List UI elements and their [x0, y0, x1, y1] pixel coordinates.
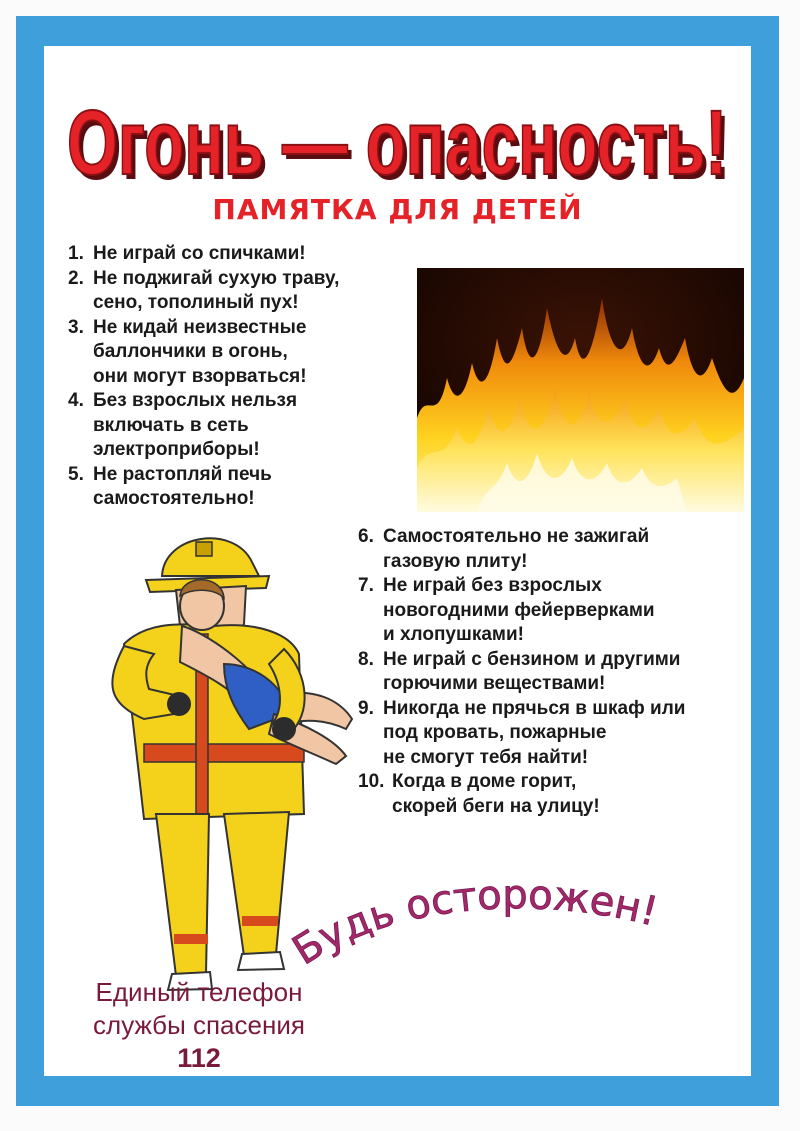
list-item: 7. Не играй без взрослых новогодними фейерверками и хлопушками!	[358, 575, 655, 645]
fire-image	[417, 268, 744, 512]
phone-line-1: Единый телефон	[95, 977, 303, 1007]
list-item: 8. Не играй с бензином и другими горючими веществами!	[358, 648, 681, 694]
list-item: 6. Самостоятельно не зажигай газовую плиту!	[358, 526, 650, 572]
list-item: 4. Без взрослых нельзя включать в сеть электроприборы!	[68, 390, 298, 460]
list-item: 10. Когда в доме горит, скорей беги на улицу!	[358, 771, 600, 817]
svg-text:Будь осторожен!	[285, 876, 662, 974]
poster-content	[44, 46, 751, 1076]
list-item: 9. Никогда не прячься в шкаф или под кровать, пожарные не смогут тебя найти!	[358, 697, 686, 768]
title-shadow: Огонь — опасность!	[71, 97, 731, 199]
phone-number: 112	[177, 1043, 221, 1073]
poster-title	[44, 56, 751, 216]
list-item: 1. Не играй со спичками!	[68, 243, 306, 264]
page-subtitle: ПАМЯТКА ДЛЯ ДЕТЕЙ	[212, 193, 583, 226]
slogan	[284, 876, 751, 996]
poster-frame	[16, 16, 779, 1106]
rules-list-right	[358, 525, 748, 819]
list-item: 3. Не кидай неизвестные баллончики в огонь, они могут взорваться!	[68, 316, 307, 387]
list-item: 5. Не растопляй печь самостоятельно!	[68, 463, 272, 509]
slogan-text: Будь осторожен!	[284, 876, 663, 975]
list-item: 2. Не поджигай сухую траву, сено, тополиный пух!	[68, 267, 340, 313]
phone-line-2: службы спасения	[93, 1010, 305, 1040]
rules-list-left	[68, 242, 398, 512]
title-text: Огонь — опасность!	[67, 92, 727, 194]
emergency-phone	[64, 976, 334, 1075]
